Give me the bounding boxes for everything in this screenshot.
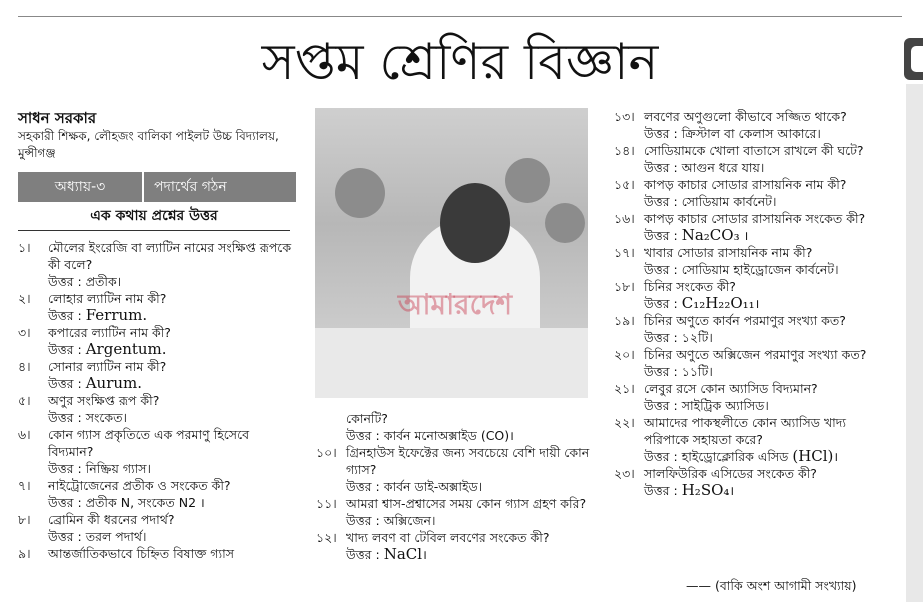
question-number: ৫।	[18, 393, 31, 408]
question-text: খাবার সোডার রাসায়নিক নাম কী?	[644, 245, 813, 260]
chapter-number: অধ্যায়-৩	[18, 172, 144, 202]
question-item	[18, 290, 296, 307]
question-item	[18, 239, 296, 273]
question-item	[614, 465, 890, 482]
answer-end: ।	[729, 483, 735, 498]
question-item	[614, 380, 890, 397]
photo-figure	[545, 203, 585, 243]
question-number: ১৩।	[614, 109, 635, 124]
answer-label: উত্তর :	[48, 376, 86, 391]
answer-label: উত্তর :	[48, 308, 86, 323]
question-item	[18, 545, 296, 562]
answer-label: উত্তর :	[48, 342, 86, 357]
answer-line	[18, 341, 296, 358]
answer-line: উত্তর : ক্রিস্টাল বা কেলাস আকারে।	[644, 126, 821, 141]
question-number: ২১।	[614, 381, 635, 396]
question-text: চিনির অণুতে কার্বন পরমাণুর সংখ্যা কত?	[644, 313, 846, 328]
question-text: নাইট্রোজেনের প্রতীক ও সংকেত কী?	[48, 478, 231, 493]
answer-end: ।	[739, 228, 749, 243]
answer-end: ।	[422, 547, 427, 562]
answer-line: উত্তর : আগুন ধরে যায়।	[644, 160, 765, 175]
question-item	[614, 244, 890, 261]
question-item	[614, 108, 890, 125]
photo-figure	[505, 158, 550, 203]
question-text: চিনির সংকেত কী?	[644, 279, 736, 294]
question-text: অণুর সংক্ষিপ্ত রূপ কী?	[48, 393, 160, 408]
answer-line: উত্তর : অক্সিজেন।	[346, 513, 436, 528]
answer-line: উত্তর : তরল পদার্থ।	[48, 529, 147, 544]
answer-line	[614, 482, 890, 499]
question-item	[316, 529, 592, 546]
chapter-name: পদার্থের গঠন	[154, 179, 227, 195]
question-text: সোডিয়ামকে খোলা বাতাসে রাখলে কী ঘটে?	[644, 143, 864, 158]
answer-line: উত্তর : সাইট্রিক অ্যাসিড।	[644, 398, 769, 413]
question-text: ব্রোমিন কী ধরনের পদার্থ?	[48, 512, 175, 527]
exam-photo	[315, 108, 588, 398]
question-list-3	[614, 108, 890, 499]
question-text: সোনার ল্যাটিন নাম কী?	[48, 359, 167, 374]
answer-line	[614, 448, 890, 465]
question-list-1	[18, 239, 296, 562]
question-text: আন্তর্জাতিকভাবে চিহ্নিত বিষাক্ত গ্যাস	[48, 546, 235, 561]
question-item	[614, 278, 890, 295]
question-text: কাপড় কাচার সোডার রাসায়নিক সংকেত কী?	[644, 211, 866, 226]
question-number: ১৪।	[614, 143, 635, 158]
question-number: ১।	[18, 240, 31, 255]
continued-answer: উত্তর : কার্বন মনোঅক্সাইড (CO)।	[346, 428, 514, 443]
next-page-tab[interactable]	[904, 38, 923, 80]
answer-line: উত্তর : ১১টি।	[644, 364, 713, 379]
question-text: কোন গ্যাস প্রকৃতিতে এক পরমাণু হিসেবে বিদ্যমান?	[48, 427, 250, 459]
photo-figure	[335, 168, 385, 218]
question-text: খাদ্য লবণ বা টেবিল লবণের সংকেত কী?	[346, 530, 550, 545]
question-text: কাপড় কাচার সোডার রাসায়নিক নাম কী?	[644, 177, 847, 192]
answer-formula: Ferrum.	[85, 306, 148, 324]
answer-formula: NaCl	[383, 545, 423, 563]
question-number: ১৬।	[614, 211, 635, 226]
answer-label: উত্তর : হাইড্রোক্লোরিক এসিড	[644, 449, 793, 464]
answer-line	[316, 546, 592, 563]
answer-formula: Na₂CO₃	[681, 226, 740, 244]
question-number: ৯।	[18, 546, 31, 561]
question-number: ১২।	[316, 530, 337, 545]
answer-line	[614, 295, 890, 312]
answer-line	[18, 307, 296, 324]
column-3	[614, 108, 890, 499]
answer-line: উত্তর : নিষ্ক্রিয় গ্যাস।	[48, 461, 152, 476]
question-number: ১৮।	[614, 279, 635, 294]
question-number: ৬।	[18, 427, 31, 442]
page-title: সপ্তম শ্রেণির বিজ্ঞান	[261, 33, 659, 91]
answer-line: উত্তর : সোডিয়াম কার্বনেট।	[644, 194, 777, 209]
question-item	[18, 511, 296, 528]
question-item	[614, 414, 890, 448]
question-item	[614, 346, 890, 363]
question-number: ২।	[18, 291, 31, 306]
question-number: ৪।	[18, 359, 31, 374]
question-number: ১১।	[316, 496, 337, 511]
answer-label: উত্তর :	[644, 296, 682, 311]
answer-formula: Aurum.	[85, 374, 143, 392]
question-text: গ্রিনহাউস ইফেক্টের জন্য সবচেয়ে বেশি দায়ী কোন গ্যাস?	[346, 445, 590, 477]
photo-desk	[315, 328, 588, 398]
answer-label: উত্তর :	[346, 547, 384, 562]
question-text: কপারের ল্যাটিন নাম কী?	[48, 325, 171, 340]
question-text: আমাদের পাকস্থলীতে কোন অ্যাসিড খাদ্য পরিপাকে সহায়তা করে?	[644, 415, 846, 447]
question-item	[316, 495, 592, 512]
question-number: ২০।	[614, 347, 635, 362]
question-item	[614, 142, 890, 159]
answer-line: উত্তর : ১২টি।	[644, 330, 713, 345]
question-item	[18, 358, 296, 375]
question-text: লবণের অণুগুলো কীভাবে সজ্জিত থাকে?	[644, 109, 847, 124]
question-number: ৩।	[18, 325, 31, 340]
author-name: সাধন সরকার	[18, 109, 97, 127]
photo-watermark: আমারদেশ	[397, 288, 513, 321]
answer-label: উত্তর :	[644, 483, 682, 498]
answer-line: উত্তর : সোডিয়াম হাইড্রোজেন কার্বনেট।	[644, 262, 839, 277]
question-number: ১৯।	[614, 313, 635, 328]
question-number: ৭।	[18, 478, 31, 493]
question-item	[18, 426, 296, 460]
question-text: মৌলের ইংরেজি বা ল্যাটিন নামের সংক্ষিপ্ত রূপকে কী বলে?	[48, 240, 292, 272]
question-item	[614, 210, 890, 227]
question-number: ১৫।	[614, 177, 635, 192]
question-number: ১০।	[316, 445, 337, 460]
question-number: ২২।	[614, 415, 635, 430]
question-text: লেবুর রসে কোন অ্যাসিড বিদ্যমান?	[644, 381, 818, 396]
answer-line	[614, 227, 890, 244]
answer-end: ।	[833, 449, 839, 464]
answer-line: উত্তর : প্রতীক।	[48, 274, 122, 289]
answer-line	[18, 375, 296, 392]
question-text: লোহার ল্যাটিন নাম কী?	[48, 291, 167, 306]
answer-line: উত্তর : প্রতীক N, সংকেত N2 ।	[48, 495, 205, 510]
answer-line: উত্তর : কার্বন ডাই-অক্সাইড।	[346, 479, 483, 494]
question-list-2	[316, 444, 592, 563]
answer-formula: (HCl)	[792, 447, 834, 465]
question-number: ১৭।	[614, 245, 635, 260]
section-heading: এক কথায় প্রশ্নের উত্তর	[18, 202, 290, 231]
continued-note: —— (বাকি অংশ আগামী সংখ্যায়)	[686, 578, 857, 593]
top-rule	[18, 16, 902, 17]
question-item	[18, 324, 296, 341]
question-text: চিনির অণুতে অক্সিজেন পরমাণুর সংখ্যা কত?	[644, 347, 867, 362]
question-number: ৮।	[18, 512, 31, 527]
question-text: সালফিউরিক এসিডের সংকেত কী?	[644, 466, 817, 481]
question-item	[614, 312, 890, 329]
answer-line: উত্তর : সংকেত।	[48, 410, 127, 425]
author-role: সহকারী শিক্ষক, লৌহজং বালিকা পাইলট উচ্চ বিদ্যালয়, মুন্সীগঞ্জ	[18, 129, 279, 160]
side-strip	[906, 84, 923, 602]
question-text: আমরা শ্বাস-প্রশ্বাসের সময় কোন গ্যাস গ্রহণ করি?	[346, 496, 587, 511]
question-item	[316, 444, 592, 478]
question-item	[18, 477, 296, 494]
answer-formula: Argentum.	[85, 340, 167, 358]
column-1	[18, 108, 296, 562]
column-2	[316, 410, 592, 563]
answer-formula: C₁₂H₂₂O₁₁	[681, 294, 755, 312]
answer-end: ।	[754, 296, 760, 311]
question-number: ২৩।	[614, 466, 635, 481]
question-item	[18, 392, 296, 409]
chapter-banner	[18, 172, 296, 202]
question-item	[614, 176, 890, 193]
answer-formula: H₂SO₄	[681, 481, 730, 499]
continued-question: কোনটি?	[346, 411, 388, 426]
photo-student-head	[440, 183, 510, 263]
answer-label: উত্তর :	[644, 228, 682, 243]
